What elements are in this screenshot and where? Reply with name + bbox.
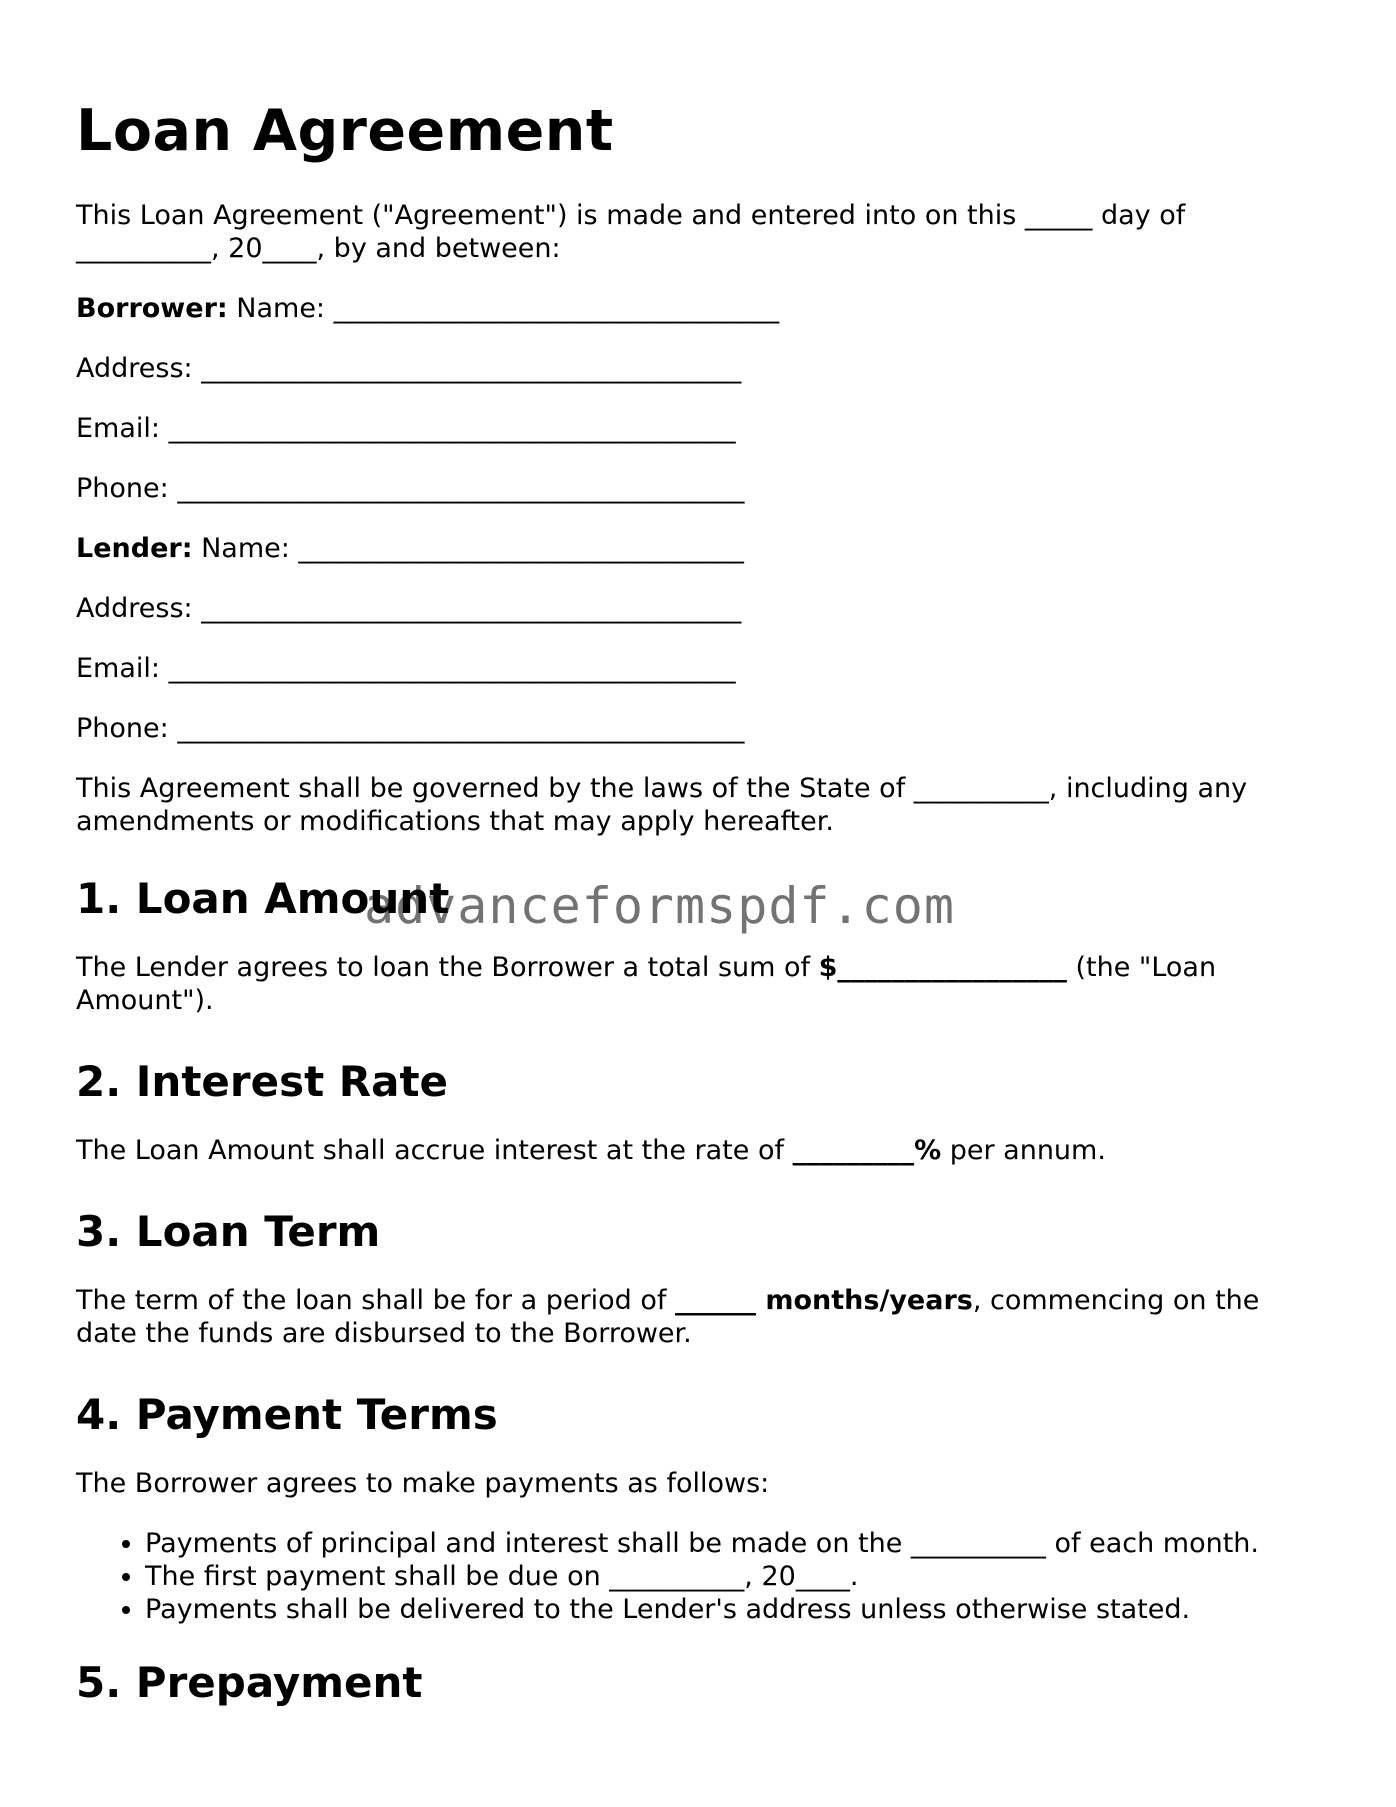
section-heading-payment-terms: 4. Payment Terms	[76, 1390, 498, 1439]
loan-amount-text-after: (the "Loan Amount").	[76, 952, 1217, 1016]
list-item: • Payments shall be delivered to the Lender's address unless otherwise stated.	[145, 1593, 1296, 1626]
loan-term-blank: ______ months/years	[674, 1285, 973, 1316]
interest-rate-paragraph	[76, 1134, 1296, 1167]
borrower-label: Borrower:	[76, 293, 228, 324]
borrower-name-line	[76, 292, 1296, 325]
interest-rate-text-after: per annum.	[941, 1135, 1106, 1166]
loan-amount-blank: $_________________	[818, 952, 1067, 983]
section-heading-prepayment: 5. Prepayment	[76, 1658, 423, 1707]
list-item: • The first payment shall be due on __________, 20____.	[145, 1560, 1296, 1593]
borrower-phone-line: Phone: __________________________________________	[76, 473, 745, 504]
interest-rate-text-before: The Loan Amount shall accrue interest at the rate of	[76, 1135, 793, 1166]
list-item: • Payments of principal and interest shall be made on the __________ of each month.	[145, 1527, 1296, 1560]
payment-terms-list	[76, 1527, 1296, 1626]
section-heading-interest-rate: 2. Interest Rate	[76, 1057, 449, 1106]
lender-label: Lender:	[76, 533, 193, 564]
loan-amount-paragraph	[76, 951, 1296, 1017]
watermark-text: advanceformspdf.com	[364, 877, 955, 935]
borrower-name-field: Name: _________________________________	[236, 293, 780, 324]
governing-law-paragraph: This Agreement shall be governed by the laws of the State of __________, including any amendments or modifications that may apply hereafter.	[76, 773, 1248, 837]
section-heading-loan-term: 3. Loan Term	[76, 1207, 381, 1256]
intro-paragraph: This Loan Agreement ("Agreement") is made and entered into on this _____ day of __________, 20____, by and between:	[76, 200, 1186, 264]
loan-term-paragraph	[76, 1284, 1296, 1350]
lender-phone-line: Phone: __________________________________________	[76, 713, 745, 744]
lender-name-field: Name: _________________________________	[201, 533, 744, 564]
lender-name-line	[76, 532, 1296, 565]
borrower-email-line: Email: __________________________________________	[76, 413, 736, 444]
document-title: Loan Agreement	[76, 98, 614, 164]
lender-address-line: Address: ________________________________________	[76, 593, 742, 624]
loan-term-text-before: The term of the loan shall be for a period of	[76, 1285, 675, 1316]
loan-amount-text-before: The Lender agrees to loan the Borrower a total sum of	[76, 952, 819, 983]
lender-email-line: Email: __________________________________________	[76, 653, 736, 684]
section-heading-loan-amount: 1. Loan Amount	[76, 874, 450, 923]
interest-rate-blank: _________%	[792, 1135, 942, 1166]
payment-terms-intro: The Borrower agrees to make payments as follows:	[76, 1468, 770, 1499]
borrower-address-line: Address: ________________________________________	[76, 353, 742, 384]
loan-term-text-after: , commencing on the date the funds are disbursed to the Borrower.	[76, 1285, 1260, 1349]
